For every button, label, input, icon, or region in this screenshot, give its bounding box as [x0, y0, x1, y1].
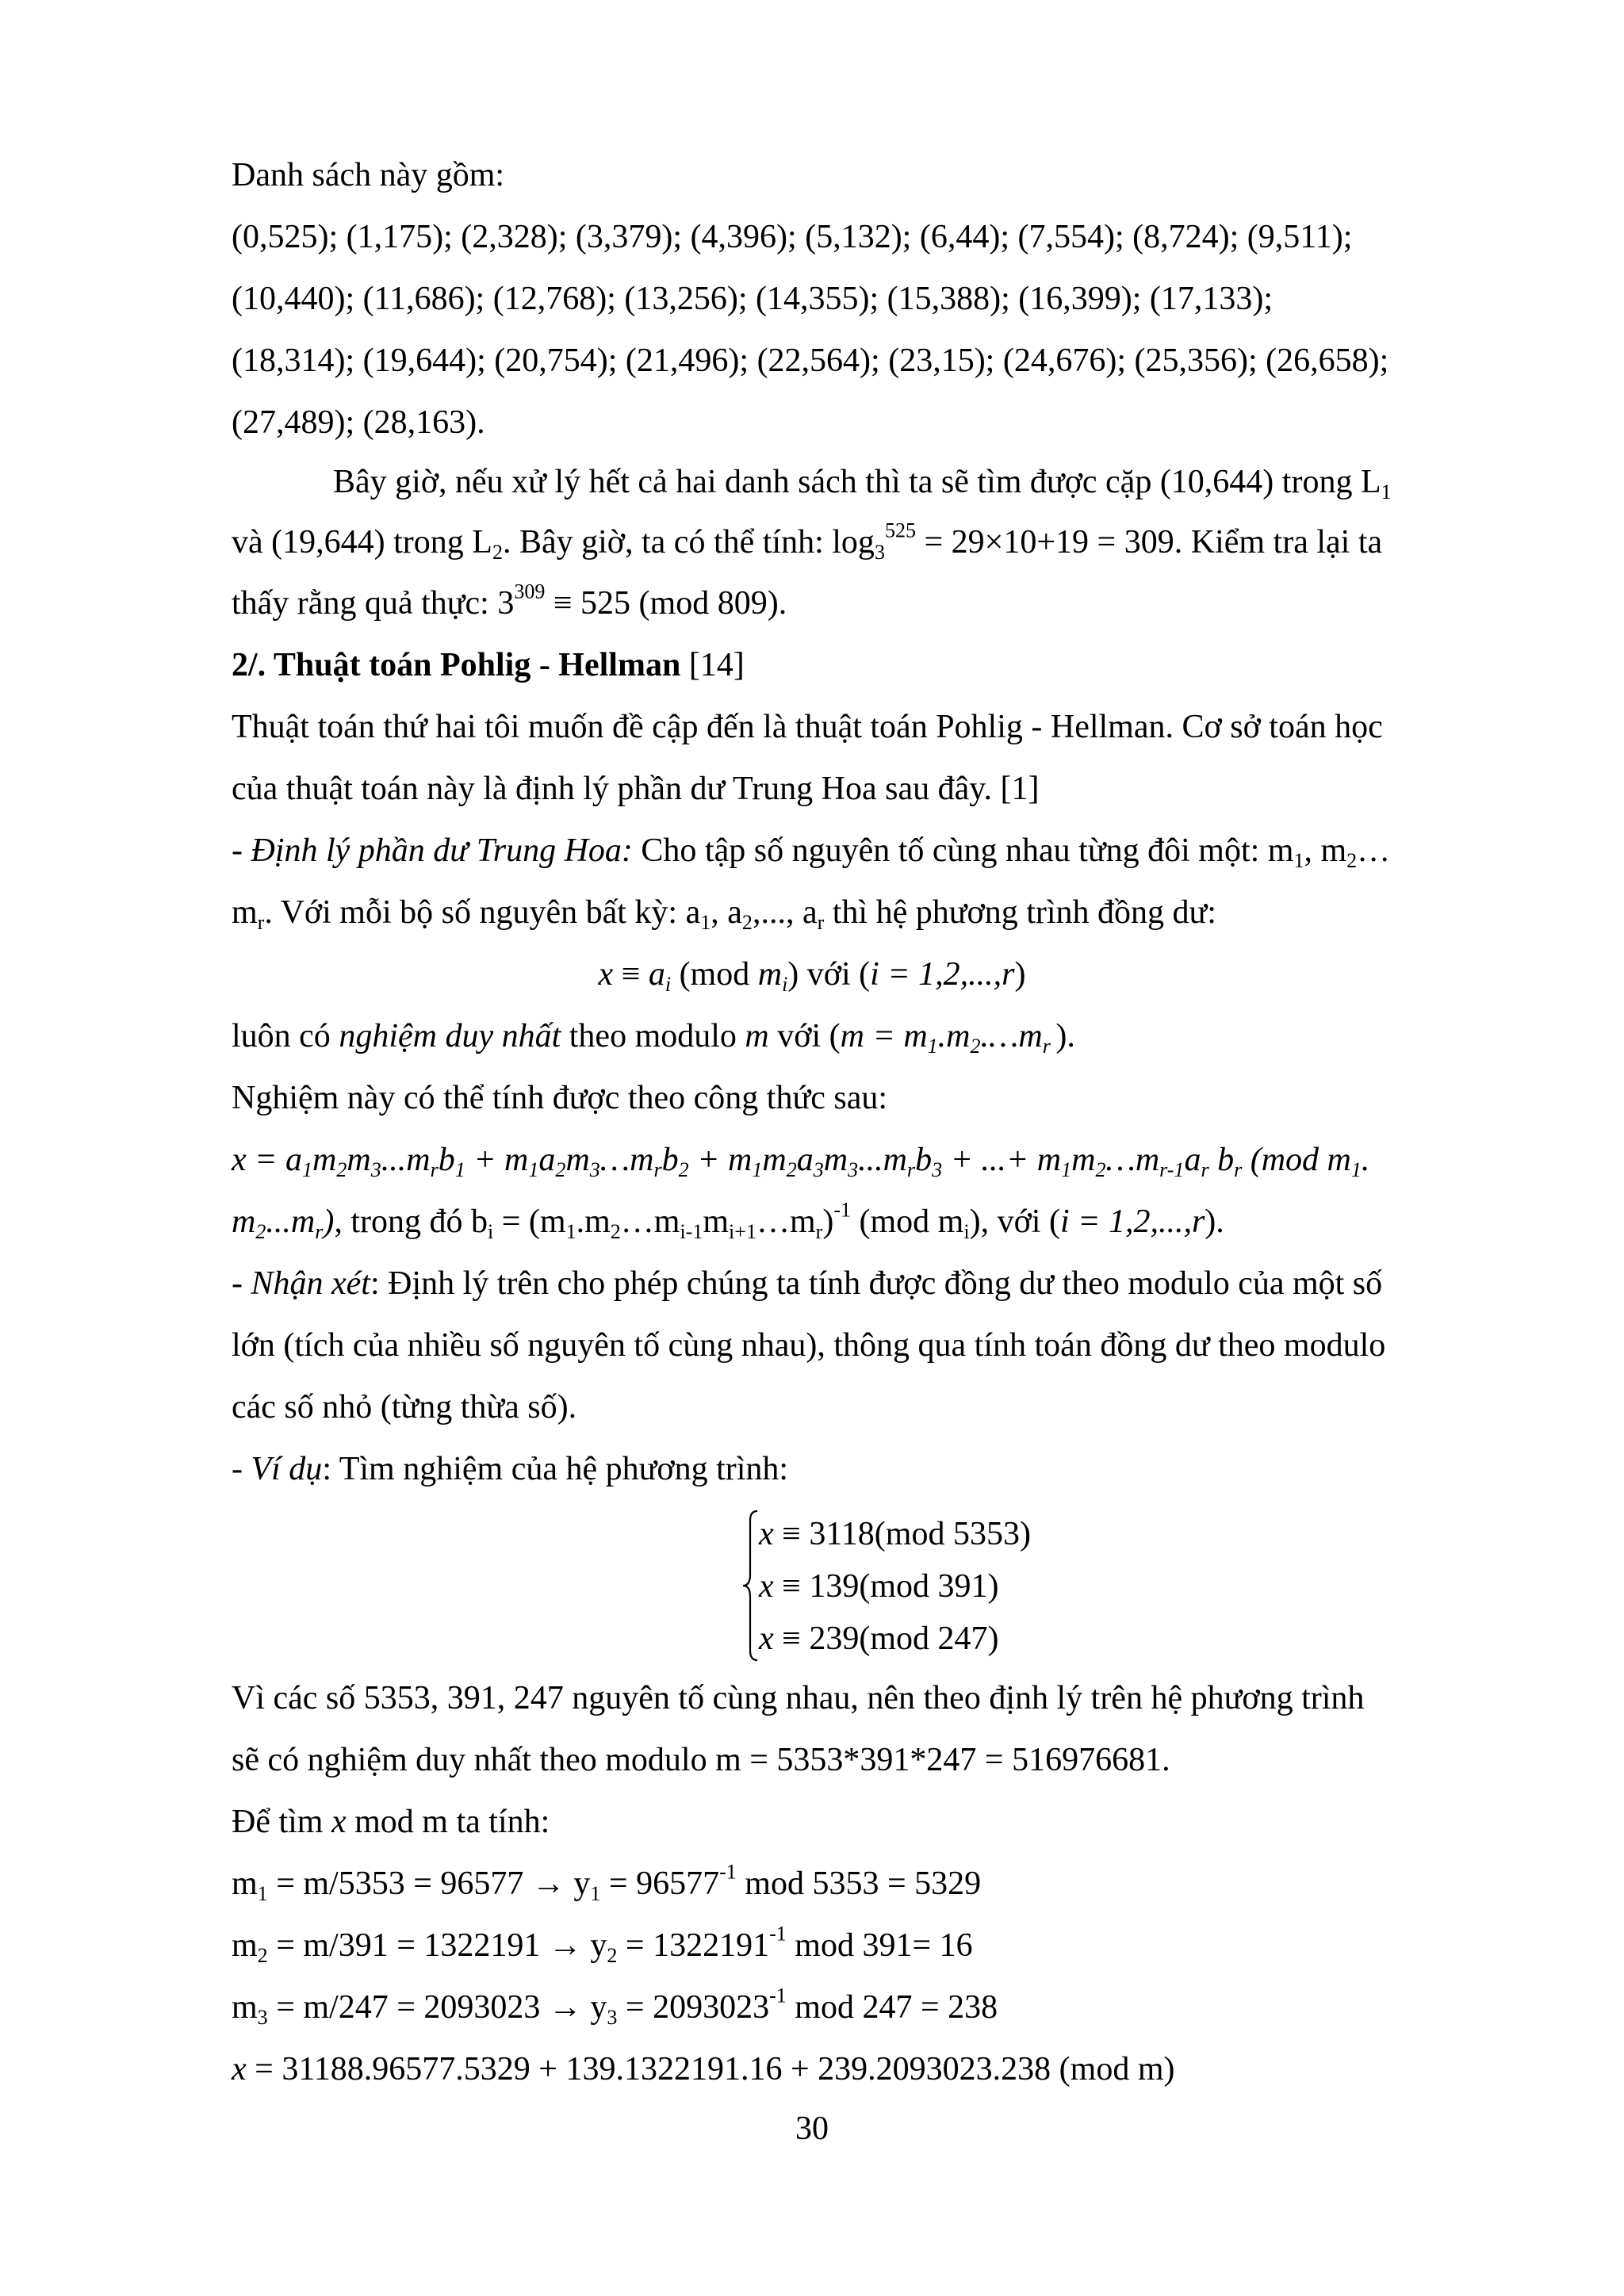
paragraph-line: và (19,644) trong $L_2$. Bây giờ, ta có thể tính: $\log_3^{525} = 29\times 10+19 = 309$. Kiểm tra lại ta [232, 519, 1383, 564]
theorem-label: - Định lý phần dư Trung Hoa: [232, 832, 633, 869]
formula-intro: Nghiệm này có thể tính được theo công thức sau: [232, 1080, 888, 1116]
paragraph-line: của thuật toán này là định lý phần dư Trung Hoa sau đây. [1] [232, 771, 1040, 807]
left-brace [741, 1506, 759, 1665]
remark-line: lớn (tích của nhiều số nguyên tố cùng nhau), thông qua tính toán đồng dư theo modulo [232, 1327, 1386, 1364]
example-label: - Ví dụ [232, 1451, 323, 1487]
example-line: - Ví dụ: Tìm nghiệm của hệ phương trình: [232, 1451, 789, 1487]
crt-formula: $x = a_1m_2m_3...m_rb_1$ + $m_1a_2m_3\dots m_rb_2 + m_1m_2a_3m_3...m_rb_3$ + ...+ $m_1m_2\dots m_{r-1}a_r$ $b_r$ (mod $m_1$. [232, 1142, 1370, 1181]
calc-line: $m_1 = m/5353 = 96577 \to y_1 = 96577^{-1}$ mod 5353 = 5329 [232, 1860, 982, 1905]
conclusion-line: sẽ có nghiệm duy nhất theo modulo m = 5353*391*247 = 516976681. [232, 1742, 1170, 1778]
paragraph-line: Bây giờ, nếu xử lý hết cả hai danh sách thì ta sẽ tìm được cặp (10,644) trong $L_1$ [333, 464, 1392, 503]
congruence-system [741, 1506, 1074, 1665]
remark-line: các số nhỏ (từng thừa số). [232, 1389, 577, 1425]
paragraph-line: Thuật toán thứ hai tôi muốn đề cập đến là thuật toán Pohlig - Hellman. Cơ sở toán học [232, 709, 1383, 745]
list-line: (0,525); (1,175); (2,328); (3,379); (4,396); (5,132); (6,44); (7,554); (8,724); (9,511); [232, 219, 1353, 255]
calc-line: $m_3 = m/247 = 2093023 \to y_3 = 2093023^{-1}$ mod 247 = 238 [232, 1984, 998, 2029]
theorem-line: luôn có nghiệm duy nhất theo modulo m với ($m = m_1.m_2.\dots m_r$ ). [232, 1018, 1075, 1058]
system-equation: x ≡ 139(mod 391) [759, 1568, 999, 1605]
crt-formula-continued: $m_2...m_r$), trong đó $b_i$ = $(m_1.m_2\dots m_{i-1}m_{i+1}\dots m_r)^{-1}$ (mod $m_i$), với (i = 1,2,...,r). [232, 1198, 1224, 1243]
calc-line: $m_2 = m/391 = 1322191 \to y_2 = 1322191^{-1}$ mod 391= 16 [232, 1922, 973, 1967]
list-line: (10,440); (11,686); (12,768); (13,256); (14,355); (15,388); (16,399); (17,133); [232, 281, 1274, 317]
list-intro: Danh sách này gồm: [232, 157, 505, 193]
list-line: (18,314); (19,644); (20,754); (21,496); (22,564); (23,15); (24,676); (25,356); (26,658); [232, 342, 1389, 379]
theorem-formula: $x \equiv a_i$ (mod $m_i$) với (i = 1,2,...,r) [598, 956, 1026, 996]
conclusion-line: Để tìm x mod m ta tính: [232, 1804, 550, 1840]
system-equation: x ≡ 3118(mod 5353) [759, 1516, 1031, 1552]
theorem-line: - Định lý phần dư Trung Hoa: Cho tập số nguyên tố cùng nhau từng đôi một: $m_1$, $m_2\dots$ [232, 832, 1391, 872]
final-line: x = 31188.96577.5329 + 139.1322191.16 + 239.2093023.238 (mod m) [232, 2051, 1175, 2087]
list-line: (27,489); (28,163). [232, 404, 485, 441]
remark-line: - Nhận xét: Định lý trên cho phép chúng ta tính được đồng dư theo modulo của một số [232, 1265, 1383, 1302]
system-equation: x ≡ 239(mod 247) [759, 1621, 999, 1657]
paragraph-line: thấy rằng quả thực: $3^{309} \equiv 525$ (mod 809). [232, 580, 787, 622]
section-heading: 2/. Thuật toán Pohlig - Hellman [14] [232, 647, 745, 683]
conclusion-line: Vì các số 5353, 391, 247 nguyên tố cùng nhau, nên theo định lý trên hệ phương trình [232, 1680, 1365, 1716]
remark-label: - Nhận xét [232, 1265, 370, 1302]
page-number: 30 [795, 2110, 829, 2147]
theorem-line: $m_r$. Với mỗi bộ số nguyên bất kỳ: $a_1$, $a_2$,..., $a_r$ thì hệ phương trình đồng dư: [232, 894, 1216, 934]
